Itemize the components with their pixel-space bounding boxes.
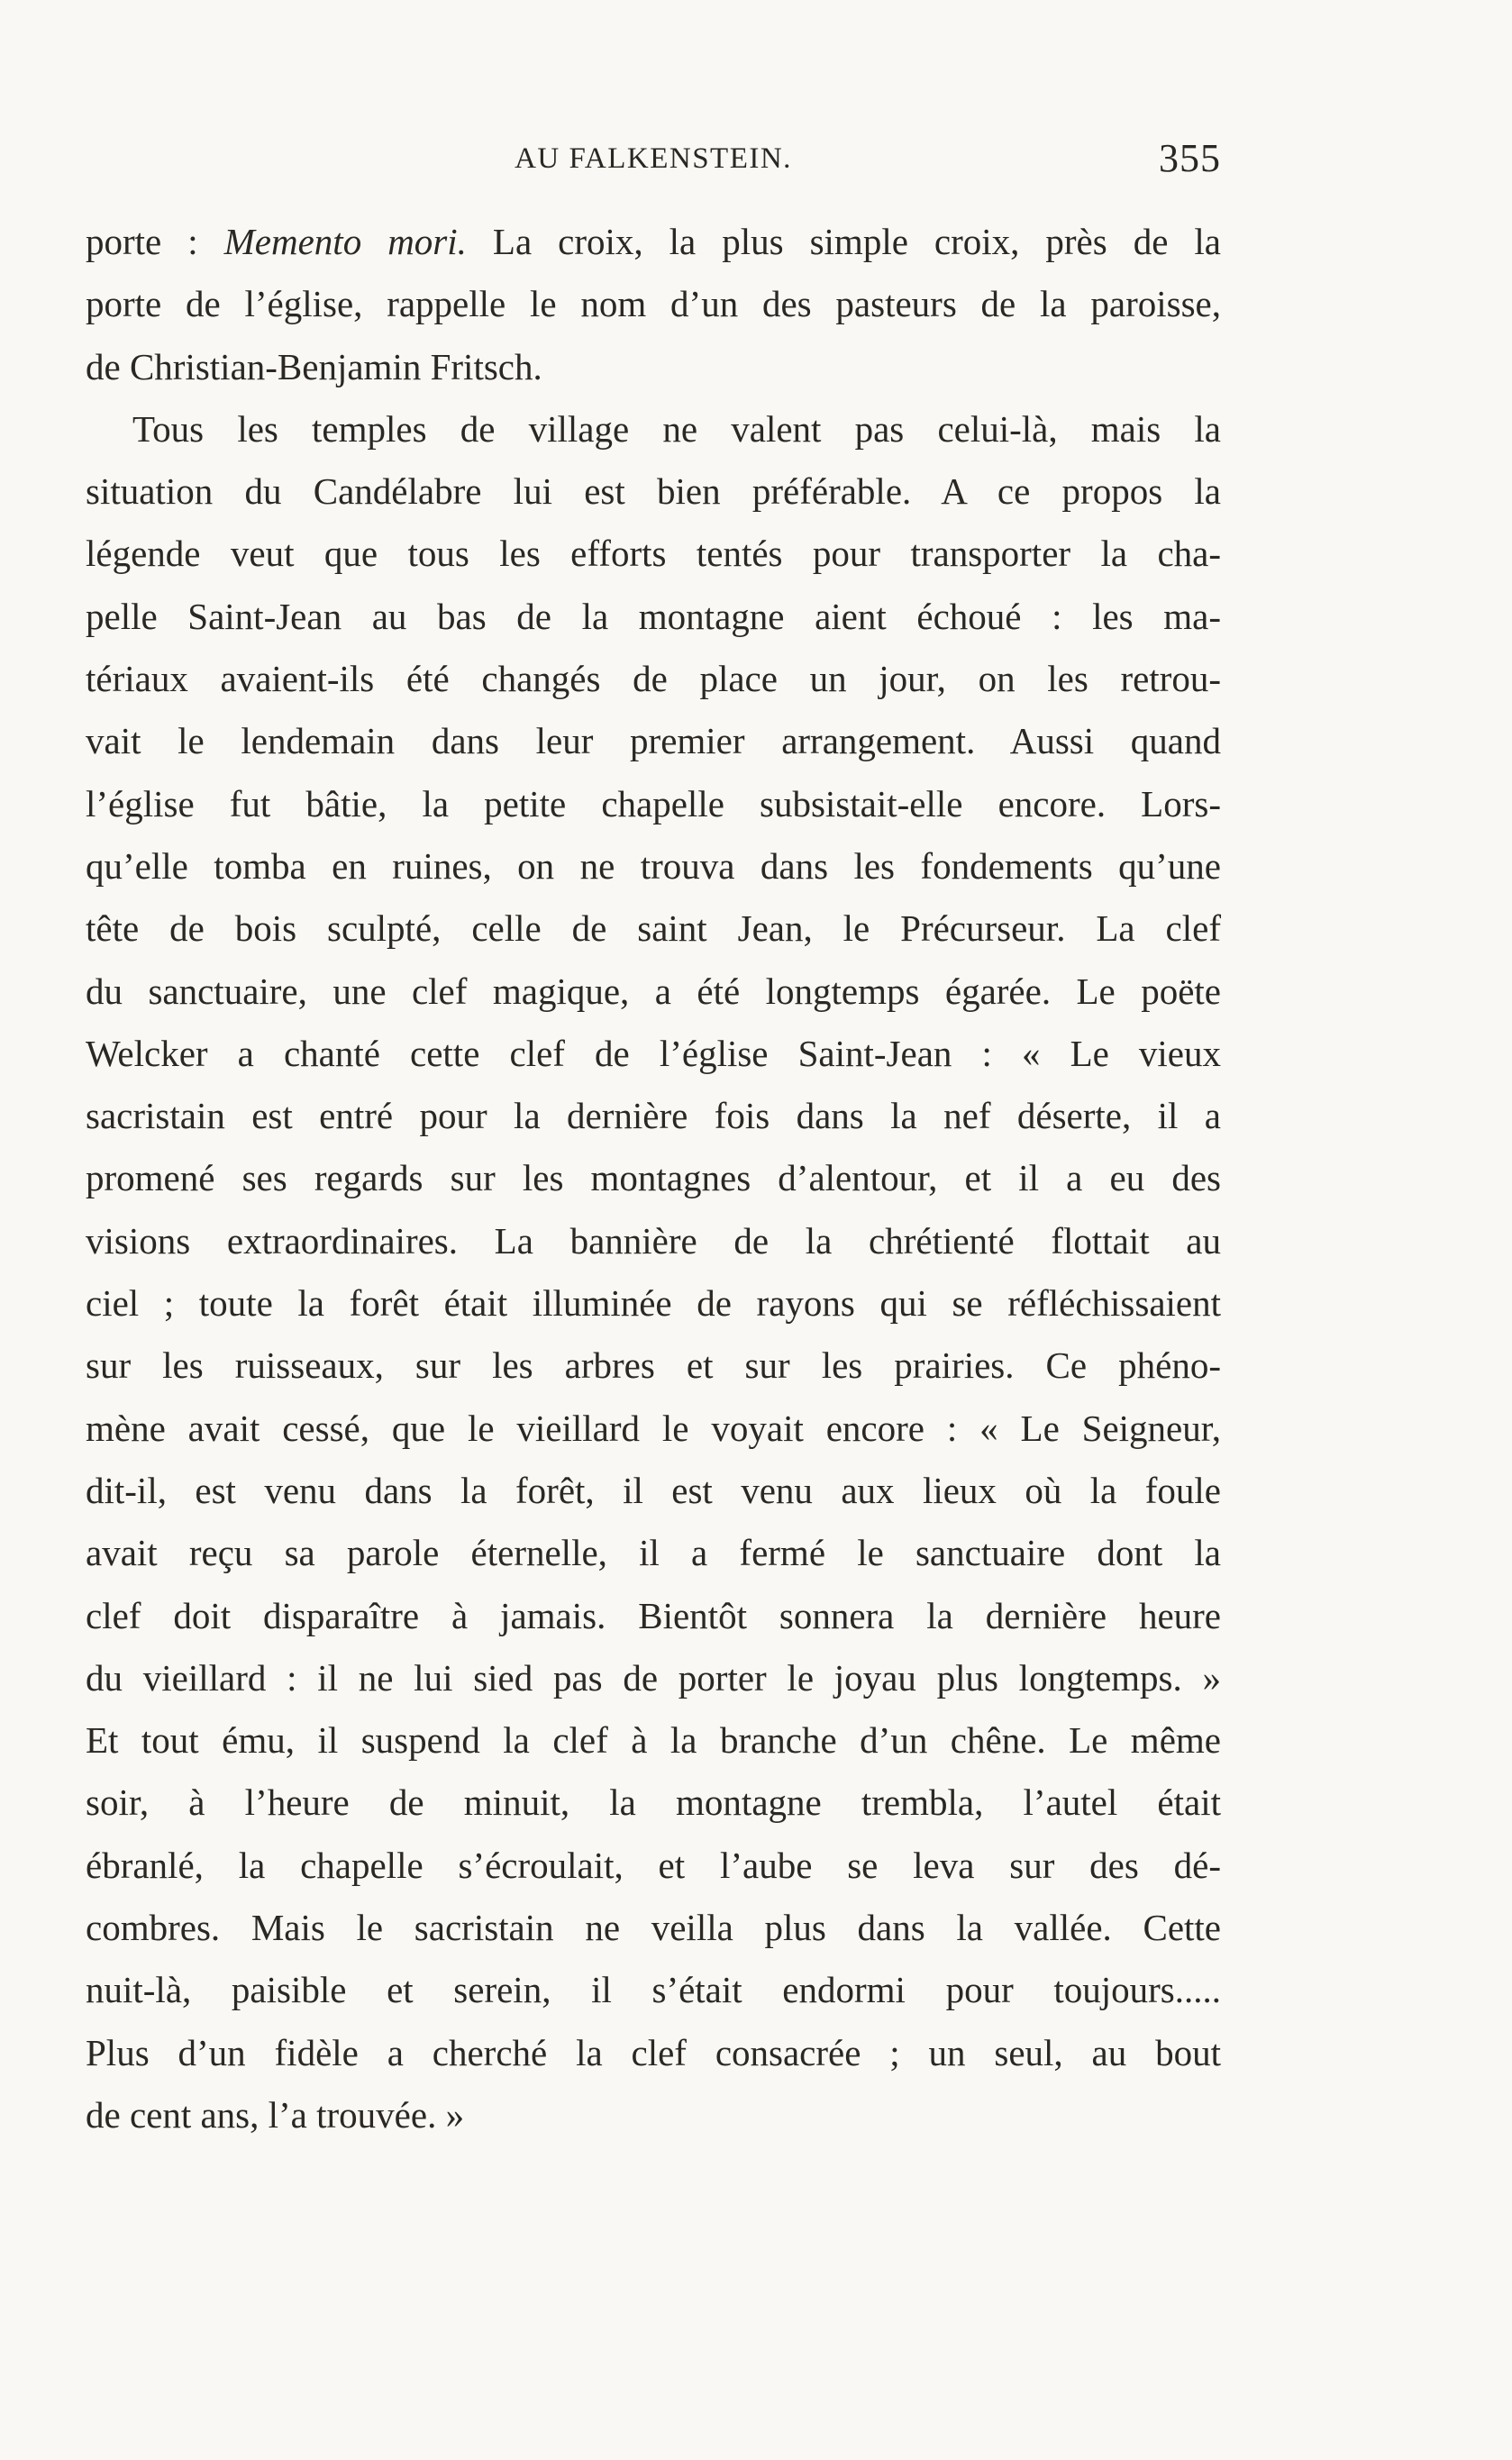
page-number: 355 xyxy=(1159,136,1221,180)
text-line: de Christian-Benjamin Fritsch. xyxy=(86,345,542,387)
text-line: de cent ans, l’a trouvée. » xyxy=(86,2093,465,2136)
text-segment: La croix, la plus simple croix, près de la xyxy=(466,221,1221,262)
text-line: sacristain est entré pour la dernière fois dans la nef déserte, il a xyxy=(86,1095,1221,1137)
page-header xyxy=(86,135,1221,189)
text-line: situation du Candélabre lui est bien préférable. A ce propos la xyxy=(86,470,1221,513)
text-line: ébranlé, la chapelle s’écroulait, et l’aube se leva sur des dé- xyxy=(86,1844,1221,1886)
text-line: porte de l’église, rappelle le nom d’un des pasteurs de la paroisse, xyxy=(86,283,1221,325)
running-title: AU FALKENSTEIN. xyxy=(515,142,792,175)
text-line: clef doit disparaître à jamais. Bientôt sonnera la dernière heure xyxy=(86,1594,1221,1636)
text-line: visions extraordinaires. La bannière de la chrétienté flottait au xyxy=(86,1219,1221,1262)
text-segment: porte : xyxy=(86,221,224,262)
text-line: qu’elle tomba en ruines, on ne trouva dans les fondements qu’une xyxy=(86,844,1221,887)
text-line: nuit-là, paisible et serein, il s’était endormi pour toujours..... xyxy=(86,1969,1221,2011)
text-line: ciel ; toute la forêt était illuminée de rayons qui se réfléchissaient xyxy=(86,1282,1221,1325)
text-line: mène avait cessé, que le vieillard le voyait encore : « Le Seigneur, xyxy=(86,1407,1221,1449)
text-line: tête de bois sculpté, celle de saint Jean, le Précurseur. La clef xyxy=(86,907,1221,950)
text-line xyxy=(86,211,1221,273)
text-line: légende veut que tous les efforts tentés pour transporter la cha- xyxy=(86,533,1221,575)
text-line: soir, à l’heure de minuit, la montagne trembla, l’autel était xyxy=(86,1781,1221,1824)
text-line: l’église fut bâtie, la petite chapelle subsistait-elle encore. Lors- xyxy=(86,782,1221,825)
text-line: pelle Saint-Jean au bas de la montagne aient échoué : les ma- xyxy=(86,595,1221,637)
text-line: Plus d’un fidèle a cherché la clef consacrée ; un seul, au bout xyxy=(86,2031,1221,2073)
text-line: tériaux avaient-ils été changés de place un jour, on les retrou- xyxy=(86,658,1221,700)
text-line: dit-il, est venu dans la forêt, il est venu aux lieux où la foule xyxy=(86,1469,1221,1511)
text-line: avait reçu sa parole éternelle, il a fermé le sanctuaire dont la xyxy=(86,1532,1221,1574)
text-line: vait le lendemain dans leur premier arrangement. Aussi quand xyxy=(86,720,1221,762)
latin-phrase: Memento mori. xyxy=(223,221,467,262)
text-line: sur les ruisseaux, sur les arbres et sur les prairies. Ce phéno- xyxy=(86,1344,1221,1387)
text-line: du vieillard : il ne lui sied pas de porter le joyau plus longtemps. » xyxy=(86,1656,1221,1699)
text-line: combres. Mais le sacristain ne veilla plus dans la vallée. Cette xyxy=(86,1907,1221,1949)
text-line: Tous les temples de village ne valent pas celui-là, mais la xyxy=(132,407,1221,450)
text-line: Et tout ému, il suspend la clef à la branche d’un chêne. Le même xyxy=(86,1719,1221,1762)
text-line: du sanctuaire, une clef magique, a été longtemps égarée. Le poëte xyxy=(86,970,1221,1012)
body-text xyxy=(86,211,1221,2146)
text-line: Welcker a chanté cette clef de l’église Saint-Jean : « Le vieux xyxy=(86,1032,1221,1074)
text-line: promené ses regards sur les montagnes d’alentour, et il a eu des xyxy=(86,1157,1221,1199)
